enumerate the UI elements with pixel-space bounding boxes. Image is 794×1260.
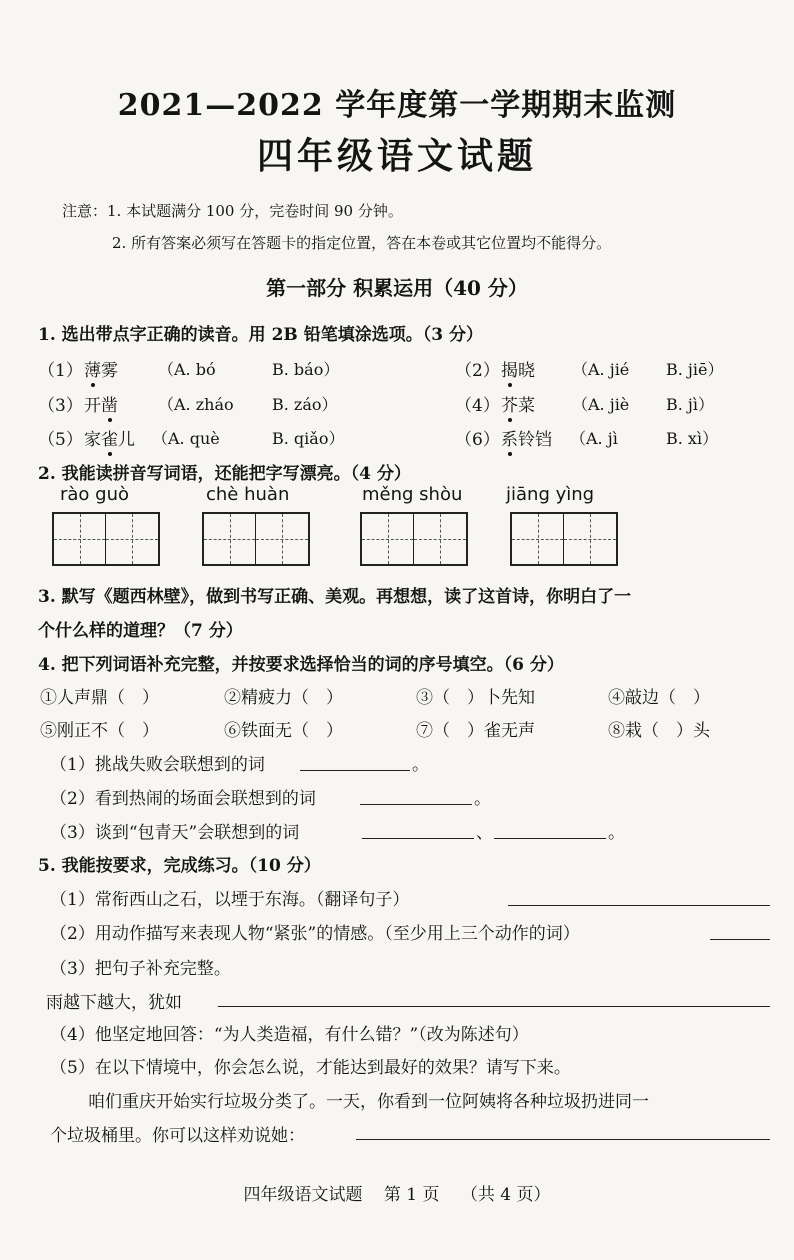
question-3-line-2: 个什么样的道理？（7 分） xyxy=(38,621,243,641)
q5-scenario-line-2: 个垃圾桶里。你可以这样劝说她： xyxy=(50,1126,305,1146)
idiom-5: ⑤刚正不（ ） xyxy=(40,721,159,741)
q5-answer-line-2[interactable] xyxy=(710,939,770,940)
idiom-4: ④敲边（ ） xyxy=(608,688,710,708)
note-1: 注意：1. 本试题满分 100 分，完卷时间 90 分钟。 xyxy=(62,202,403,220)
question-3-line-1: 3. 默写《题西林壁》，做到书写正确、美观。再想想，读了这首诗，你明白了一 xyxy=(38,587,632,607)
q1-item-word: 揭晓 xyxy=(501,361,535,381)
q1-item-num: （6） xyxy=(455,430,500,450)
q1-item-num: （5） xyxy=(38,430,83,450)
writing-grid-4[interactable] xyxy=(510,512,618,566)
idiom-8: ⑧栽（ ）头 xyxy=(608,721,710,741)
note-2: 2. 所有答案必须写在答题卡的指定位置，答在本卷或其它位置均不能得分。 xyxy=(112,234,612,252)
q1-item-word: 薄雾 xyxy=(84,361,118,381)
q4-sub-1: （1）挑战失败会联想到的词 xyxy=(50,755,265,775)
q4-sub-3: （3）谈到“包青天”会联想到的词 xyxy=(50,823,300,843)
q1-option-b: B. jì） xyxy=(666,395,715,414)
question-4-title: 4. 把下列词语补充完整，并按要求选择恰当的词的序号填空。（6 分） xyxy=(38,655,564,675)
q5-scenario-line-1: 咱们重庆开始实行垃圾分类了。一天，你看到一位阿姨将各种垃圾扔进同一 xyxy=(88,1092,649,1112)
pinyin-2: chè huàn xyxy=(206,484,290,505)
q1-item-word: 芥菜 xyxy=(501,396,535,416)
question-1-title: 1. 选出带点字正确的读音。用 2B 铅笔填涂选项。（3 分） xyxy=(38,325,483,345)
q1-item-word: 家雀儿 xyxy=(84,430,135,450)
q5-sub-2: （2）用动作描写来表现人物“紧张”的情感。（至少用上三个动作的词） xyxy=(50,924,580,944)
q1-option-b: B. qiǎo） xyxy=(272,429,345,448)
writing-grid-3[interactable] xyxy=(360,512,468,566)
q5-answer-line-1[interactable] xyxy=(508,905,770,906)
q1-item-word: 系铃铛 xyxy=(501,430,552,450)
q5-sub-3: （3）把句子补充完整。 xyxy=(50,959,231,979)
pinyin-4: jiāng yìng xyxy=(506,484,595,505)
q1-item-num: （1） xyxy=(38,361,83,381)
q1-item-num: （3） xyxy=(38,396,83,416)
q1-option-a: （A. què xyxy=(152,429,220,448)
period: 。 xyxy=(412,755,429,775)
q5-sub-1: （1）常衔西山之石，以堙于东海。（翻译句子） xyxy=(50,890,410,910)
q1-option-b: B. záo） xyxy=(272,395,338,414)
question-5-title: 5. 我能按要求，完成练习。（10 分） xyxy=(38,856,321,876)
q5-answer-line-5[interactable] xyxy=(356,1139,770,1140)
q1-item-num: （2） xyxy=(455,361,500,381)
q5-sub-4: （4）他坚定地回答：“为人类造福，有什么错？”（改为陈述句） xyxy=(50,1025,529,1045)
q5-sub-3-sentence: 雨越下越大，犹如 xyxy=(46,993,182,1013)
q1-item-word: 开凿 xyxy=(84,396,118,416)
q5-sub-5: （5）在以下情境中，你会怎么说，才能达到最好的效果？请写下来。 xyxy=(50,1058,571,1078)
q5-answer-line-3[interactable] xyxy=(218,1006,770,1007)
q1-option-a: （A. jì xyxy=(570,429,618,448)
q1-option-a: （A. zháo xyxy=(158,395,234,414)
idiom-7: ⑦（ ）雀无声 xyxy=(416,721,535,741)
pinyin-1: rào guò xyxy=(60,484,130,505)
exam-title: 2021—2022 学年度第一学期期末监测 xyxy=(117,88,677,123)
q1-item-num: （4） xyxy=(455,396,500,416)
period: 。 xyxy=(474,789,491,809)
footer-page-number: 第 1 页 xyxy=(383,1185,440,1205)
idiom-3: ③（ ）卜先知 xyxy=(416,688,535,708)
idiom-6: ⑥铁面无（ ） xyxy=(224,721,343,741)
q4-answer-line-1[interactable] xyxy=(300,770,410,771)
footer-exam-name: 四年级语文试题 xyxy=(243,1185,363,1205)
footer-total-pages: （共 4 页） xyxy=(460,1185,551,1205)
idiom-2: ②精疲力（ ） xyxy=(224,688,343,708)
q4-answer-line-2[interactable] xyxy=(360,804,472,805)
q1-option-a: （A. bó xyxy=(158,360,216,379)
comma: 、 xyxy=(476,823,493,843)
q4-answer-line-3a[interactable] xyxy=(362,838,474,839)
writing-grid-1[interactable] xyxy=(52,512,160,566)
section-title: 第一部分 积累运用（40 分） xyxy=(266,276,528,300)
exam-subtitle: 四年级语文试题 xyxy=(256,135,537,177)
q1-option-a: （A. jié xyxy=(572,360,630,379)
period: 。 xyxy=(608,823,625,843)
question-2-title: 2. 我能读拼音写词语，还能把字写漂亮。（4 分） xyxy=(38,464,411,484)
q1-option-a: （A. jiè xyxy=(572,395,630,414)
q1-option-b: B. jiē） xyxy=(666,360,724,379)
writing-grid-2[interactable] xyxy=(202,512,310,566)
q4-answer-line-3b[interactable] xyxy=(494,838,606,839)
pinyin-3: měng shòu xyxy=(362,484,463,505)
q4-sub-2: （2）看到热闹的场面会联想到的词 xyxy=(50,789,316,809)
idiom-1: ①人声鼎（ ） xyxy=(40,688,159,708)
page-footer xyxy=(0,1180,794,1205)
q1-option-b: B. xì） xyxy=(666,429,719,448)
q1-option-b: B. báo） xyxy=(272,360,340,379)
